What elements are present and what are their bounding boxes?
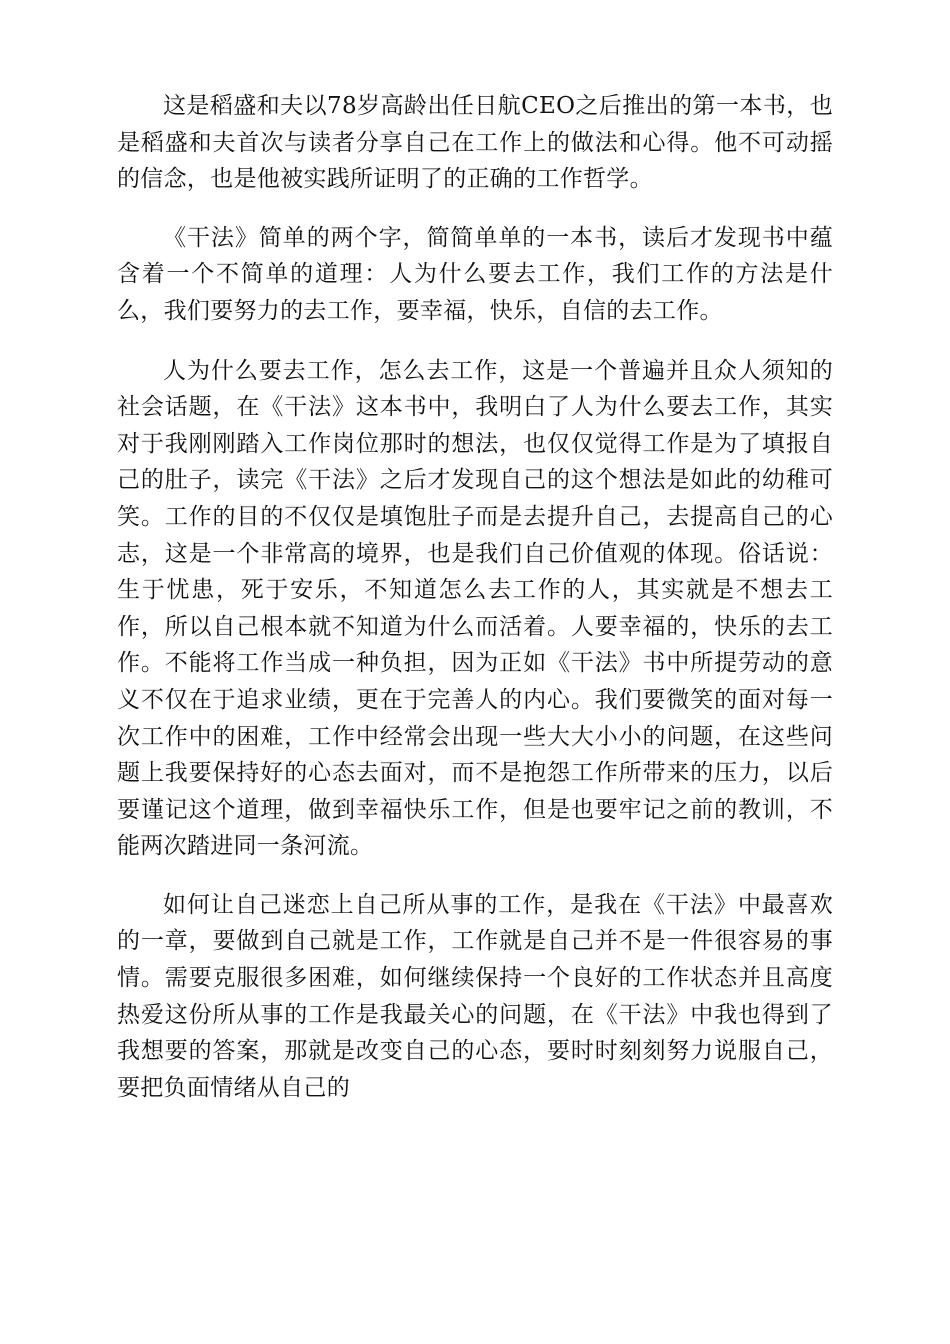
paragraph-1: 这是稻盛和夫以78岁高龄出任日航CEO之后推出的第一本书，也是稻盛和夫首次与读者分享自己在工作上的做法和心得。他不可动摇的信念，也是他被实践所证明了的正确的工作哲学。 (117, 93, 833, 193)
paragraph-3: 人为什么要去工作，怎么去工作，这是一个普遍并且众人须知的社会话题，在《干法》这本书中，我明白了人为什么要去工作，其实对于我刚刚踏入工作岗位那时的想法，也仅仅觉得工作是为了填报自己的肚子，读完《干法》之后才发现自己的这个想法是如此的幼稚可笑。工作的目的不仅仅是填饱肚子而是去提升自己，去提高自己的心志，这是一个非常高的境界，也是我们自己价值观的体现。俗话说：生于忧患，死于安乐，不知道怎么去工作的人，其实就是不想去工作，所以自己根本就不知道为什么而活着。人要幸福的，快乐的去工作。不能将工作当成一种负担，因为正如《干法》书中所提劳动的意义不仅在于追求业绩，更在于完善人的内心。我们要微笑的面对每一次工作中的困难，工作中经常会出现一些大大小小的问题，在这些问题上我要保持好的心态去面对，而不是抱怨工作所带来的压力，以后要谨记这个道理，做到幸福快乐工作，但是也要牢记之前的教训，不能两次踏进同一条河流。 (117, 357, 833, 860)
paragraph-2: 《干法》简单的两个字，简简单单的一本书，读后才发现书中蕴含着一个不简单的道理：人为什么要去工作，我们工作的方法是什么，我们要努力的去工作，要幸福，快乐，自信的去工作。 (117, 224, 833, 324)
document-body (117, 88, 833, 1129)
paragraph-4: 如何让自己迷恋上自己所从事的工作，是我在《干法》中最喜欢的一章，要做到自己就是工作，工作就是自己并不是一件很容易的事情。需要克服很多困难，如何继续保持一个良好的工作状态并且高度热爱这份所从事的工作是我最关心的问题，在《干法》中我也得到了我想要的答案，那就是改变自己的心态，要时时刻刻努力说服自己，要把负面情绪从自己的 (117, 891, 833, 1101)
